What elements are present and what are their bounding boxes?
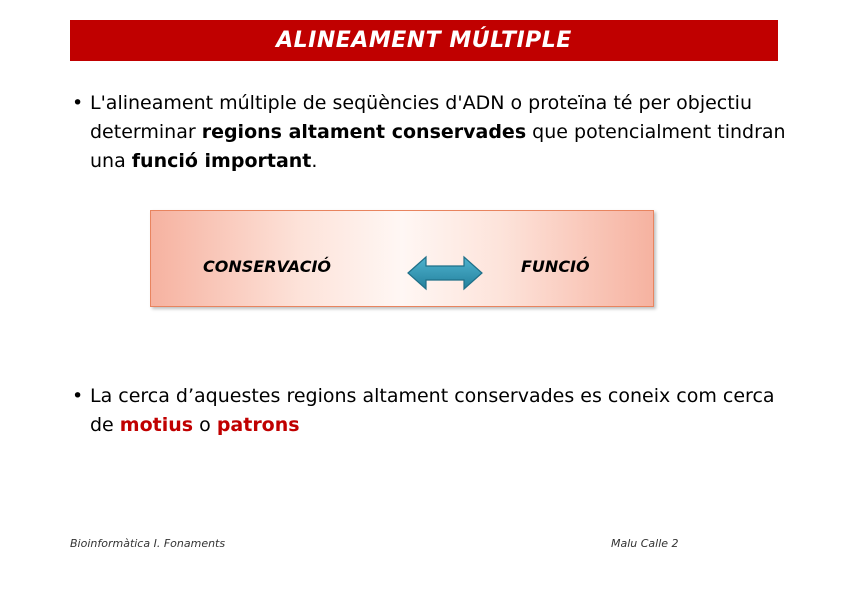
- double-arrow-icon: [407, 255, 483, 291]
- bullet-text-1: [90, 89, 792, 176]
- conservation-label: CONSERVACIÓ: [203, 257, 331, 276]
- text-segment: La cerca d’aquestes regions altament conservades es coneix com cerca de: [90, 385, 775, 436]
- title-bar: [70, 20, 778, 61]
- bullet-text-2: [90, 382, 792, 440]
- function-label: FUNCIÓ: [521, 257, 590, 276]
- text-segment: .: [311, 150, 318, 172]
- slide-title: ALINEAMENT MÚLTIPLE: [276, 28, 572, 53]
- bullet-dot: •: [72, 92, 84, 114]
- footer-course: Bioinformàtica I. Fonaments: [70, 537, 226, 550]
- text-segment: o: [193, 414, 217, 436]
- text-segment: que potencialment tindran una: [90, 121, 786, 172]
- bullet-paragraph-2: [72, 382, 792, 440]
- bullet-dot: •: [72, 385, 84, 407]
- highlight-conserved-regions: regions altament conservades: [201, 121, 527, 143]
- conservation-function-diagram: [150, 210, 654, 307]
- footer-author-page: Malu Calle 2: [611, 537, 679, 550]
- bullet-paragraph-1: [72, 89, 792, 176]
- highlight-patrons: patrons: [216, 414, 300, 436]
- highlight-motius: motius: [119, 414, 194, 436]
- text-segment: L'alineament múltiple de seqüències d'ADN o proteïna té per objectiu determinar: [90, 92, 753, 143]
- highlight-important-function: funció important: [131, 150, 312, 172]
